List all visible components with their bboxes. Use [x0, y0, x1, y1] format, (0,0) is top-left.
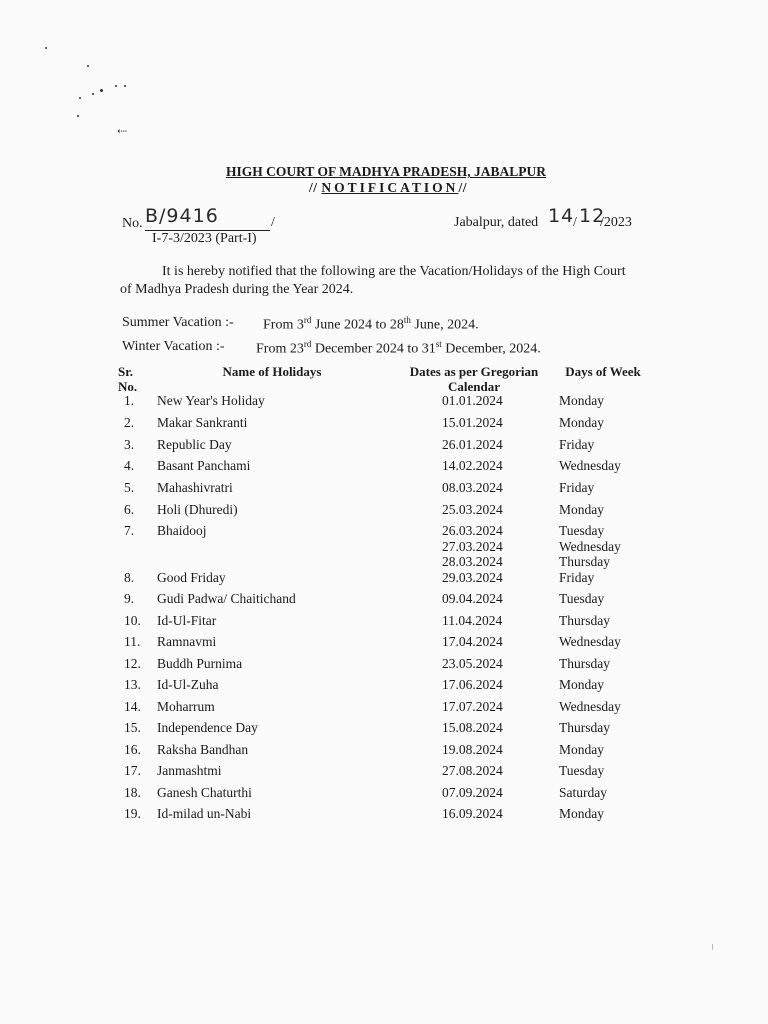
file-number: I-7-3/2023 (Part-I): [152, 231, 257, 246]
row-sr-no: 18.: [124, 785, 141, 800]
row-date: 17.04.2024: [442, 634, 503, 649]
row-date: 29.03.2024: [442, 570, 503, 585]
row-day: Friday: [559, 570, 595, 585]
scan-speck: [45, 47, 47, 49]
row-day: Monday: [559, 393, 604, 408]
row-date: 23.05.2024: [442, 656, 503, 671]
row-day: Tuesday: [559, 591, 605, 606]
row-holiday-name: New Year's Holiday: [157, 393, 265, 408]
row-sr-no: 5.: [124, 480, 135, 495]
row-day: Tuesday: [559, 763, 605, 778]
row-day: Monday: [559, 806, 604, 821]
row-holiday-name: Ramnavmi: [157, 634, 217, 649]
row-date: 26.03.2024 27.03.2024 28.03.2024: [442, 523, 503, 569]
row-holiday-name: Raksha Bandhan: [157, 742, 249, 757]
row-day: Thursday: [559, 720, 610, 735]
row-day: Wednesday: [559, 699, 621, 714]
row-holiday-name: Basant Panchami: [157, 458, 251, 473]
row-holiday-name: Republic Day: [157, 437, 232, 452]
row-holiday-name: Moharrum: [157, 699, 215, 714]
row-sr-no: 10.: [124, 613, 141, 628]
winter-vacation-label: Winter Vacation :-: [122, 339, 225, 354]
row-holiday-name: Good Friday: [157, 570, 226, 585]
ref-no-slash: /: [271, 215, 275, 230]
row-day: Wednesday: [559, 458, 621, 473]
ref-no-handwritten: B/9416: [145, 205, 219, 227]
row-sr-no: 7.: [124, 523, 135, 538]
row-sr-no: 9.: [124, 591, 135, 606]
row-day: Saturday: [559, 785, 607, 800]
scan-speck: [77, 115, 79, 117]
row-date: 17.06.2024: [442, 677, 503, 692]
date-year: /2023: [600, 215, 632, 230]
row-date: 17.07.2024: [442, 699, 503, 714]
row-sr-no: 13.: [124, 677, 141, 692]
row-sr-no: 14.: [124, 699, 141, 714]
scan-speck: [115, 85, 117, 87]
row-date: 01.01.2024: [442, 393, 503, 408]
row-day: Thursday: [559, 613, 610, 628]
scan-speck: [92, 93, 94, 95]
notification-heading: // NOTIFICATION//: [309, 180, 467, 195]
row-sr-no: 1.: [124, 393, 135, 408]
row-sr-no: 6.: [124, 502, 135, 517]
row-date: 09.04.2024: [442, 591, 503, 606]
col-header-dates: Dates as per Gregorian Calendar: [409, 364, 539, 394]
row-holiday-name: Janmashtmi: [157, 763, 222, 778]
row-holiday-name: Gudi Padwa/ Chaitichand: [157, 591, 296, 606]
row-day: Monday: [559, 415, 604, 430]
row-date: 27.08.2024: [442, 763, 503, 778]
intro-paragraph: It is hereby notified that the following are the Vacation/Holidays of the High Court of Madhya Pradesh during the Year 2024.: [120, 264, 626, 297]
row-holiday-name: Buddh Purnima: [157, 656, 243, 671]
scan-speck: [712, 944, 713, 950]
row-day: Monday: [559, 677, 604, 692]
scan-speck: [87, 65, 89, 67]
row-holiday-name: Id-Ul-Fitar: [157, 613, 217, 628]
row-sr-no: 3.: [124, 437, 135, 452]
row-holiday-name: Makar Sankranti: [157, 415, 248, 430]
scan-speck: [79, 97, 81, 99]
row-holiday-name: Mahashivratri: [157, 480, 233, 495]
row-day: Monday: [559, 742, 604, 757]
row-sr-no: 15.: [124, 720, 141, 735]
scan-speck: [124, 85, 126, 87]
row-holiday-name: Id-Ul-Zuha: [157, 677, 219, 692]
row-date: 11.04.2024: [442, 613, 503, 628]
summer-vacation-dates: From 3rd June 2024 to 28th June, 2024.: [263, 315, 479, 333]
place-dated: Jabalpur, dated: [454, 215, 539, 230]
scan-speck: [100, 89, 103, 92]
court-title: HIGH COURT OF MADHYA PRADESH, JABALPUR: [225, 164, 547, 179]
row-holiday-name: Bhaidooj: [157, 523, 207, 538]
row-sr-no: 17.: [124, 763, 141, 778]
summer-vacation-label: Summer Vacation :-: [122, 315, 234, 330]
row-holiday-name: Holi (Dhuredi): [157, 502, 238, 517]
row-date: 25.03.2024: [442, 502, 503, 517]
date-day-handwritten: 14: [548, 205, 575, 227]
col-header-sr-no: Sr. No.: [118, 364, 138, 394]
row-sr-no: 4.: [124, 458, 135, 473]
col-header-days: Days of Week: [565, 364, 641, 379]
row-date: 15.08.2024: [442, 720, 503, 735]
row-sr-no: 12.: [124, 656, 141, 671]
row-date: 14.02.2024: [442, 458, 503, 473]
row-date: 26.01.2024: [442, 437, 503, 452]
row-day: Friday: [559, 480, 595, 495]
row-date: 16.09.2024: [442, 806, 503, 821]
row-sr-no: 19.: [124, 806, 141, 821]
row-day: Friday: [559, 437, 595, 452]
row-date: 08.03.2024: [442, 480, 503, 495]
pen-mark: ⇠: [117, 124, 128, 138]
row-date: 07.09.2024: [442, 785, 503, 800]
row-sr-no: 16.: [124, 742, 141, 757]
ref-no-label: No.: [122, 216, 143, 231]
row-date: 19.08.2024: [442, 742, 503, 757]
row-sr-no: 8.: [124, 570, 135, 585]
row-day: Monday: [559, 502, 604, 517]
winter-vacation-dates: From 23rd December 2024 to 31st December, 2024.: [256, 339, 541, 357]
row-day: Tuesday Wednesday Thursday: [559, 523, 621, 569]
row-sr-no: 2.: [124, 415, 135, 430]
col-header-name: Name of Holidays: [222, 364, 322, 379]
row-holiday-name: Ganesh Chaturthi: [157, 785, 252, 800]
row-holiday-name: Id-milad un-Nabi: [157, 806, 252, 821]
row-day: Thursday: [559, 656, 610, 671]
date-month-handwritten: 12: [579, 205, 606, 227]
row-day: Wednesday: [559, 634, 621, 649]
date-separator: /: [573, 215, 577, 230]
row-date: 15.01.2024: [442, 415, 503, 430]
row-sr-no: 11.: [124, 634, 141, 649]
row-holiday-name: Independence Day: [157, 720, 258, 735]
